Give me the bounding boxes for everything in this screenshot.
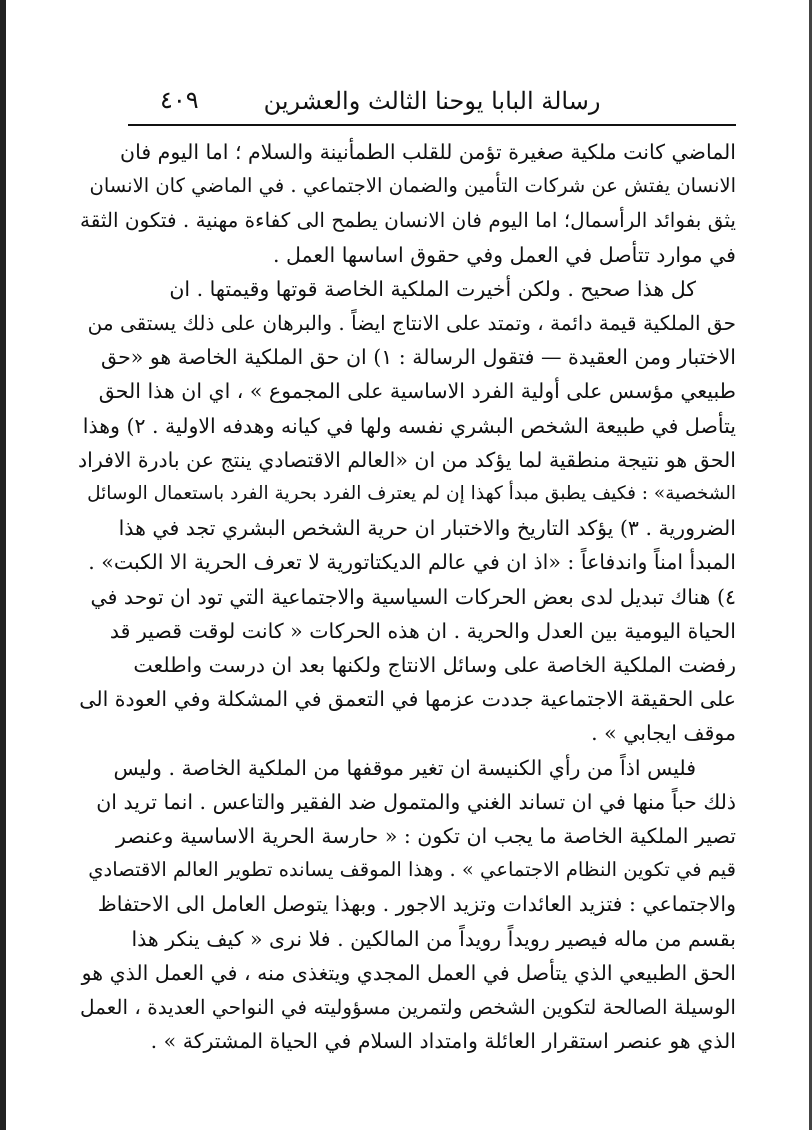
text-line: رفضت الملكية الخاصة على وسائل الانتاج ولكنها بعد ان درست واطلعت <box>133 653 736 678</box>
text-line: كل هذا صحيح . ولكن أخيرت الملكية الخاصة قوتها وقيمتها . ان <box>169 276 696 301</box>
header-rule <box>128 124 736 126</box>
text-line: الانسان يفتش عن شركات التأمين والضمان الاجتماعي . في الماضي كان الانسان <box>89 174 736 198</box>
text-line: الحق الطبيعي الذي يتأصل في العمل المجدي ويتغذى منه ، في العمل الذي هو <box>81 960 736 985</box>
text-line: يتأصل في طبيعة الشخص البشري نفسه ولها في كيانه وهدفه الاولية . ٢) وهذا <box>82 413 736 438</box>
body-text <box>78 135 736 1058</box>
text-line: حق الملكية قيمة دائمة ، وتمتد على الانتاج ايضاً . والبرهان على ذلك يستقى من <box>87 311 736 336</box>
text-line: الحق هو نتيجة منطقية لما يؤكد من ان «العالم الاقتصادي ينتج عن بادرة الافراد <box>78 447 736 472</box>
running-header <box>130 84 734 118</box>
text-line: الشخصية» : فكيف يطبق مبدأ كهذا إن لم يعترف الفرد بحرية الفرد باستعمال الوسائل <box>87 483 736 505</box>
text-line: طبيعي مؤسس على أولية الفرد الاساسية على المجموع » ، اي ان هذا الحق <box>98 379 736 404</box>
text-line: في موارد تتأصل في العمل وفي حقوق اساسها العمل . <box>272 242 736 267</box>
paragraph-1 <box>78 135 736 272</box>
text-line: الحياة اليومية بين العدل والحرية . ان هذه الحركات « كانت لوقت قصير قد <box>109 618 736 643</box>
text-line: قيم في تكوين النظام الاجتماعي » . وهذا الموقف يسانده تطوير العالم الاقتصادي <box>88 858 736 882</box>
text-line: ذلك حباً منها في ان تساند الغني والمتمول ضد الفقير والتاعس . انما تريد ان <box>96 789 736 814</box>
text-line: بقسم من ماله فيصير رويداً رويداً من المالكين . فلا نرى « كيف ينكر هذا <box>131 926 736 951</box>
text-line: الذي هو عنصر استقرار العائلة وامتداد السلام في الحياة المشتركة » . <box>150 1029 736 1054</box>
text-line: الاختبار ومن العقيدة — فتقول الرسالة : ١) ان حق الملكية الخاصة هو «حق <box>101 345 736 370</box>
text-line: ٤) هناك تبديل لدى بعض الحركات السياسية والاجتماعية التي تود ان توحد في <box>90 584 736 609</box>
text-line: الوسيلة الصالحة لتكوين الشخص ولتمرين مسؤوليته في النواحي العديدة ، العمل <box>80 995 736 1020</box>
paragraph-3 <box>78 751 736 1059</box>
text-line: تصير الملكية الخاصة ما يجب ان تكون : « حارسة الحرية الاساسية وعنصر <box>116 824 736 849</box>
scan-edge-left <box>0 0 6 1130</box>
text-line: الماضي كانت ملكية صغيرة تؤمن للقلب الطمأنينة والسلام ؛ اما اليوم فان <box>120 140 736 164</box>
text-line: يثق بفوائد الرأسمال؛ اما اليوم فان الانسان يطمح الى كفاءة مهنية . فتكون الثقة <box>79 208 736 233</box>
text-line: فليس اذاً من رأي الكنيسة ان تغير موقفها من الملكية الخاصة . وليس <box>113 755 696 780</box>
text-line: موقف ايجابي » . <box>591 721 736 746</box>
paragraph-2 <box>78 272 736 751</box>
text-line: على الحقيقة الاجتماعية جددت عزمها في التعمق في المشكلة وفي العودة الى <box>79 687 736 712</box>
text-line: المبدأ امناً واندفاعاً : «اذ ان في عالم الديكتاتورية لا تعرف الحرية الا الكبت» . <box>88 550 736 575</box>
page-number: ٤٠٩ <box>160 86 199 114</box>
header-title: رسالة البابا يوحنا الثالث والعشرين <box>263 87 601 115</box>
text-line: والاجتماعي : فتزيد العائدات وتزيد الاجور . وبهذا يتوصل العامل الى الاحتفاظ <box>97 892 736 917</box>
text-line: الضرورية . ٣) يؤكد التاريخ والاختبار ان حرية الشخص البشري تجد في هذا <box>118 516 736 541</box>
